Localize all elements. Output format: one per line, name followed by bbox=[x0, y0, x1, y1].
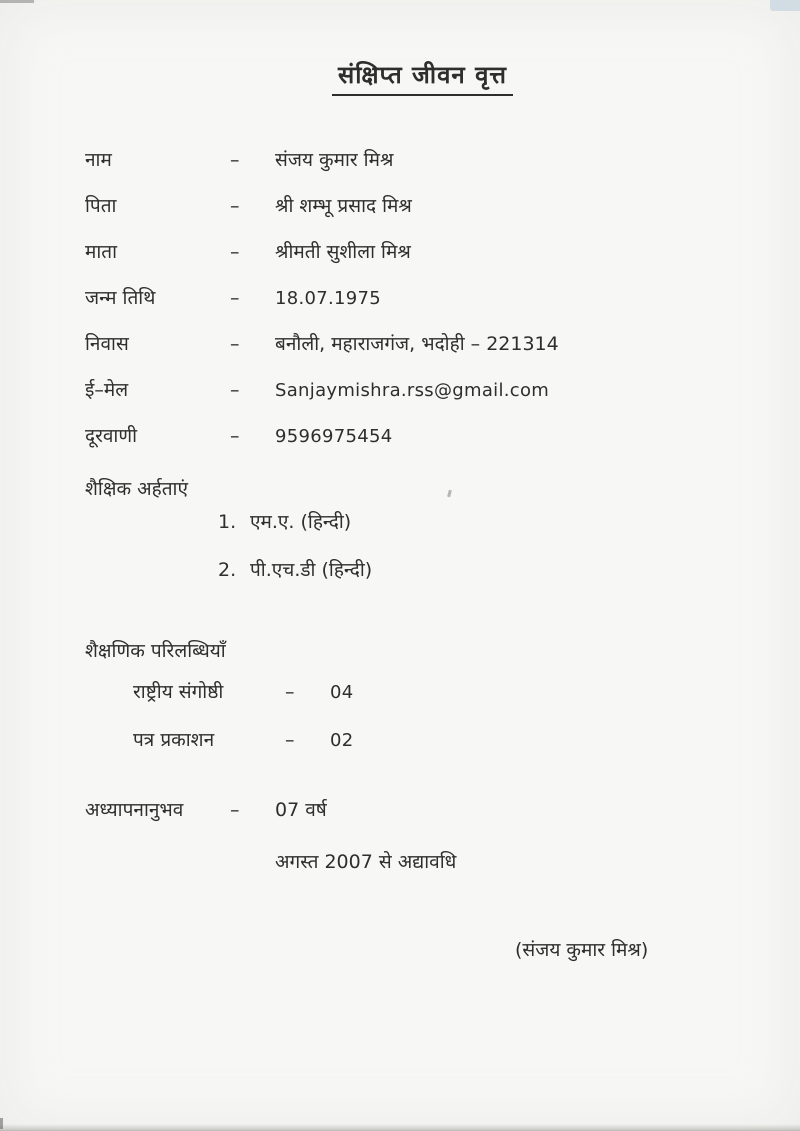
field-value: श्रीमती सुशीला मिश्र bbox=[275, 241, 411, 263]
field-label: पिता bbox=[85, 195, 117, 217]
field-row-email bbox=[85, 376, 760, 422]
dash-separator: – bbox=[230, 333, 240, 355]
title-wrap bbox=[85, 58, 760, 96]
list-item-text: पी.एच.डी (हिन्दी) bbox=[250, 559, 373, 581]
field-value: श्री शम्भू प्रसाद मिश्र bbox=[275, 195, 412, 217]
field-label: नाम bbox=[85, 149, 112, 171]
field-value: 07 वर्ष bbox=[275, 799, 327, 821]
dash-separator: – bbox=[230, 425, 240, 447]
field-label: जन्म तिथि bbox=[85, 287, 156, 309]
list-item-text: एम.ए. (हिन्दी) bbox=[250, 511, 352, 533]
achievement-value: 02 bbox=[330, 730, 354, 751]
field-row-phone bbox=[85, 422, 760, 468]
field-value: 18.07.1975 bbox=[275, 288, 382, 309]
achievement-label: राष्ट्रीय संगोष्ठी bbox=[133, 681, 224, 703]
dash-separator: – bbox=[230, 799, 240, 821]
dash-separator: – bbox=[285, 681, 295, 703]
dash-separator: – bbox=[230, 379, 240, 401]
scan-artifact-bottom-tick bbox=[0, 1118, 3, 1129]
field-label: अध्यापनानुभव bbox=[85, 799, 184, 821]
dash-separator: – bbox=[230, 287, 240, 309]
achievement-label: पत्र प्रकाशन bbox=[133, 729, 215, 751]
dash-separator: – bbox=[285, 729, 295, 751]
table-row bbox=[133, 726, 760, 774]
field-value: संजय कुमार मिश्र bbox=[275, 149, 394, 171]
experience-block bbox=[85, 796, 760, 874]
field-label: ई–मेल bbox=[85, 379, 129, 401]
achievements-list bbox=[133, 678, 760, 774]
field-row-mother bbox=[85, 238, 760, 284]
achievements-heading: शैक्षणिक परिलब्धियाँ bbox=[85, 640, 226, 662]
dash-separator: – bbox=[230, 195, 240, 217]
field-row-experience bbox=[85, 796, 760, 842]
field-row-father bbox=[85, 192, 760, 238]
list-item bbox=[218, 508, 760, 556]
field-row-residence bbox=[85, 330, 760, 376]
field-value-phone: 9596975454 bbox=[275, 426, 393, 447]
scan-artifact-top-right bbox=[770, 0, 800, 11]
field-label: माता bbox=[85, 241, 118, 263]
scan-artifact-top-left bbox=[0, 0, 34, 3]
field-value-email: Sanjaymishra.rss@gmail.com bbox=[275, 380, 550, 401]
achievement-value: 04 bbox=[330, 682, 354, 703]
table-row bbox=[133, 678, 760, 726]
list-item-number: 2. bbox=[218, 559, 237, 581]
list-item-number: 1. bbox=[218, 511, 237, 533]
field-row-dob bbox=[85, 284, 760, 330]
field-label: दूरवाणी bbox=[85, 425, 138, 447]
signature-name: (संजय कुमार मिश्र) bbox=[515, 939, 649, 961]
scan-artifact-bottom-edge bbox=[0, 1124, 800, 1131]
page-title: संक्षिप्त जीवन वृत्त bbox=[332, 58, 513, 96]
experience-duration: अगस्त 2007 से अद्यावधि bbox=[275, 851, 457, 873]
field-row-name bbox=[85, 146, 760, 192]
list-item bbox=[218, 556, 760, 604]
dash-separator: – bbox=[230, 149, 240, 171]
education-list bbox=[218, 508, 760, 604]
education-heading: शैक्षिक अर्हताएं bbox=[85, 478, 188, 500]
field-value: बनौली, महाराजगंज, भदोही – 221314 bbox=[275, 333, 559, 355]
document-content bbox=[85, 58, 760, 962]
field-label: निवास bbox=[85, 333, 129, 355]
dash-separator: – bbox=[230, 241, 240, 263]
